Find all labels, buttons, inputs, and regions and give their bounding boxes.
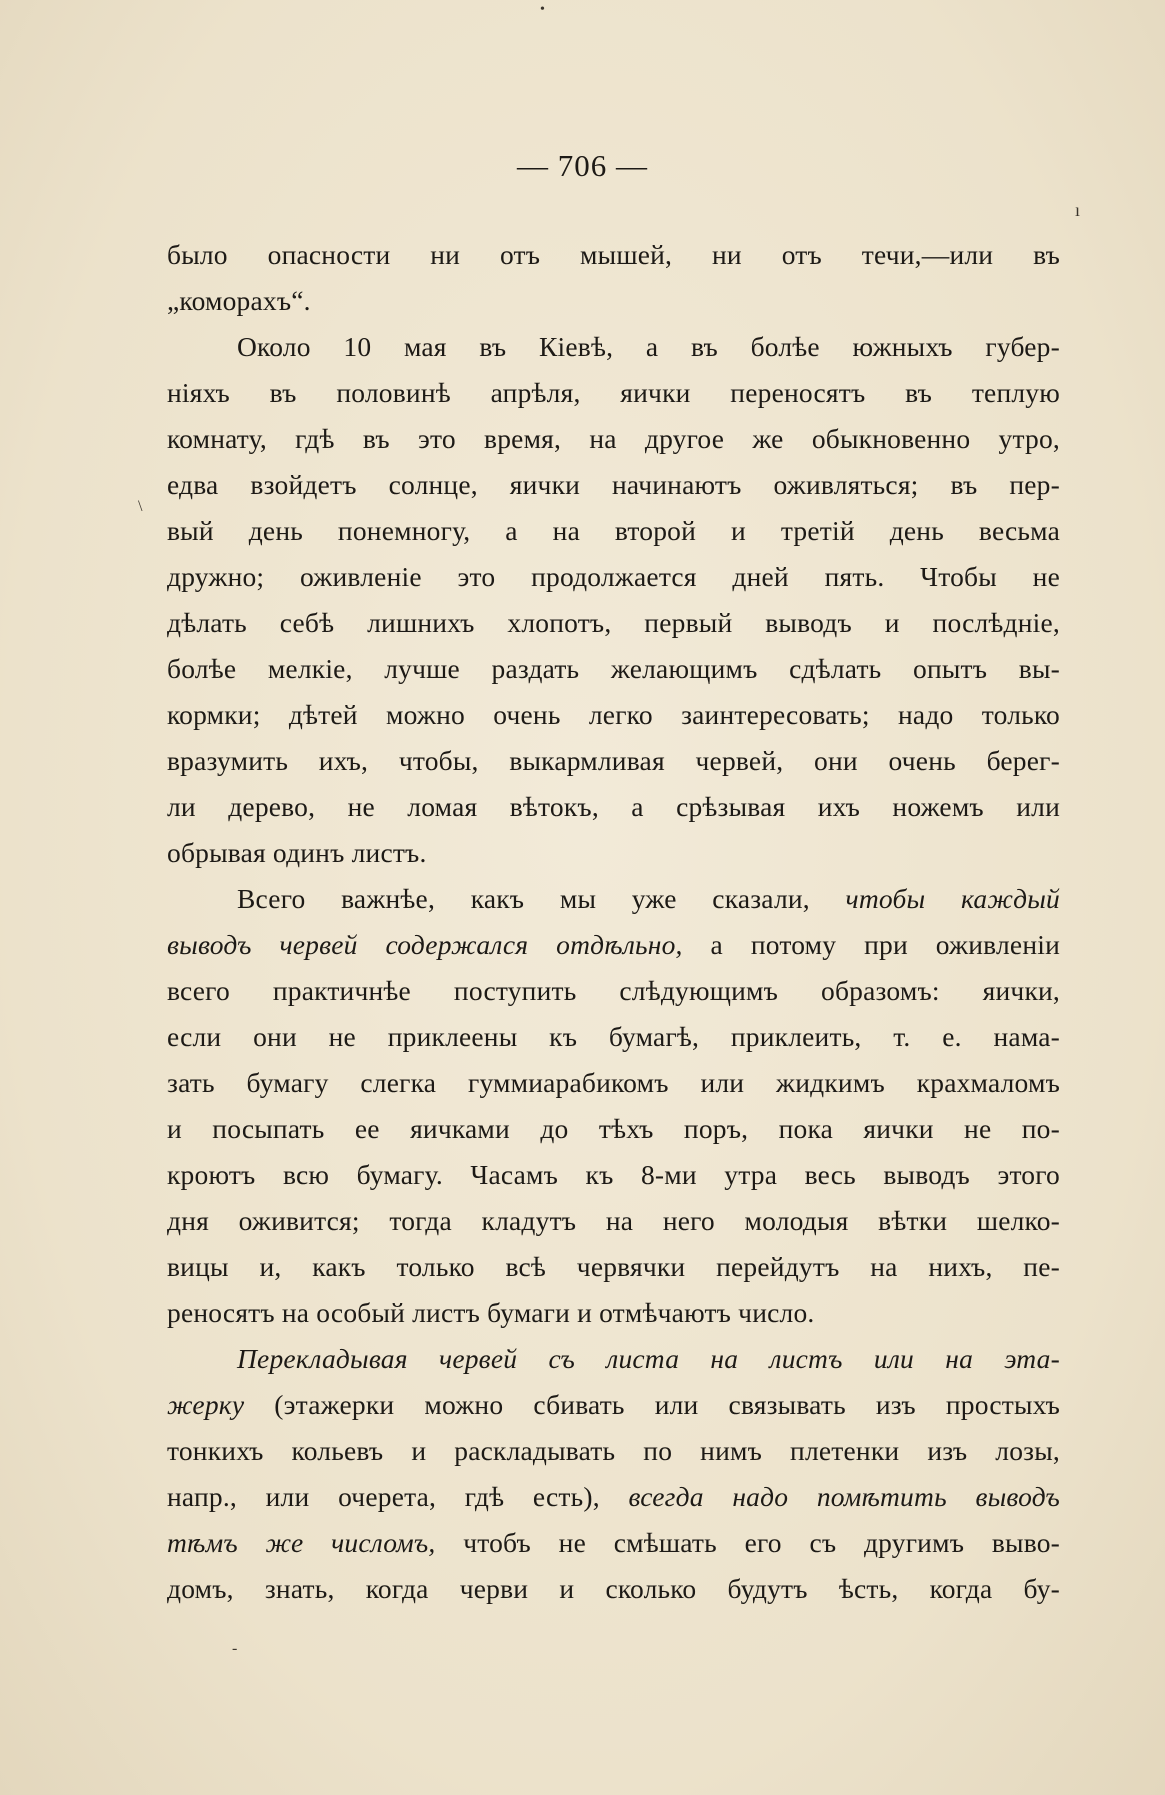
text-run: ніяхъ въ половинѣ апрѣля, яички переносятъ въ теплую — [167, 377, 1060, 408]
text-run: дѣлать себѣ лишнихъ хлопотъ, первый выводъ и послѣдніе, — [167, 607, 1060, 638]
text-line — [167, 324, 1060, 370]
text-line — [167, 554, 1060, 600]
page-number: — 706 — — [517, 148, 648, 183]
text-run: дружно; оживленіе это продолжается дней пять. Чтобы не — [167, 561, 1060, 592]
scan-speck: • — [540, 2, 545, 17]
text-run: реносятъ на особый листъ бумаги и отмѣчаютъ число. — [167, 1297, 815, 1328]
text-run: кормки; дѣтей можно очень легко заинтересовать; надо только — [167, 699, 1060, 730]
text-line — [167, 1382, 1060, 1428]
text-line — [167, 1106, 1060, 1152]
text-run: Всего важнѣе, какъ мы уже сказали, — [237, 883, 846, 914]
text-line — [167, 1474, 1060, 1520]
text-line — [167, 462, 1060, 508]
scan-mark: ı — [1075, 200, 1081, 220]
text-run: комнату, гдѣ въ это время, на другое же обыкновенно утро, — [167, 423, 1060, 454]
text-line — [167, 1244, 1060, 1290]
italic-text: Перекладывая червей съ листа на листъ или на эта- — [237, 1343, 1060, 1374]
italic-text: выводъ червей содержался отдѣльно, — [167, 929, 683, 960]
text-run: едва взойдетъ солнце, яички начинаютъ оживляться; въ пер- — [167, 469, 1060, 500]
text-line — [167, 232, 1060, 278]
text-line — [167, 692, 1060, 738]
text-run: Около 10 мая въ Кіевѣ, а въ болѣе южныхъ губер- — [237, 331, 1060, 362]
text-run: вый день понемногу, а на второй и третій день весьма — [167, 515, 1060, 546]
text-run: всего практичнѣе поступить слѣдующимъ образомъ: яички, — [167, 975, 1060, 1006]
text-line — [167, 646, 1060, 692]
text-run: чтобъ не смѣшать его съ другимъ выво- — [435, 1527, 1061, 1558]
scan-mark: ‑ — [232, 1640, 238, 1657]
text-run: кроютъ всю бумагу. Часамъ къ 8-ми утра весь выводъ этого — [167, 1159, 1060, 1190]
text-run: если они не приклеены къ бумагѣ, приклеить, т. е. нама- — [167, 1021, 1060, 1052]
text-run: „комораxъ“. — [167, 285, 311, 316]
italic-text: всегда надо помѣтить выводъ — [628, 1481, 1060, 1512]
text-line — [167, 416, 1060, 462]
text-line — [167, 1428, 1060, 1474]
text-run: было опасности ни отъ мышей, ни отъ течи,—или въ — [167, 239, 1060, 270]
text-line — [167, 876, 1060, 922]
text-line — [167, 968, 1060, 1014]
text-run: вразумить ихъ, чтобы, выкармливая червей, они очень берег- — [167, 745, 1060, 776]
text-line — [167, 370, 1060, 416]
text-run: а потому при оживленіи — [682, 929, 1060, 960]
italic-text: тѣмъ же числомъ, — [167, 1527, 436, 1558]
text-run: домъ, знать, когда черви и сколько будутъ ѣсть, когда бу- — [167, 1573, 1060, 1604]
text-run: дня оживится; тогда кладутъ на него молодыя вѣтки шелко- — [167, 1205, 1060, 1236]
text-run: напр., или очерета, гдѣ есть), — [167, 1481, 629, 1512]
text-line — [167, 1336, 1060, 1382]
text-line — [167, 830, 1060, 876]
text-line — [167, 1060, 1060, 1106]
text-line — [167, 1290, 1060, 1336]
text-run: ли дерево, не ломая вѣтокъ, а срѣзывая ихъ ножемъ или — [167, 791, 1060, 822]
text-line — [167, 1198, 1060, 1244]
text-run: обрывая одинъ листъ. — [167, 837, 427, 868]
italic-text: жерку — [167, 1389, 245, 1420]
text-line — [167, 278, 1060, 324]
text-line — [167, 738, 1060, 784]
text-line — [167, 600, 1060, 646]
text-line — [167, 1014, 1060, 1060]
text-run: болѣе мелкіе, лучше раздать желающимъ сдѣлать опытъ вы- — [167, 653, 1060, 684]
text-run: вицы и, какъ только всѣ червячки перейдутъ на нихъ, пе- — [167, 1251, 1060, 1282]
text-run: тонкихъ кольевъ и раскладывать по нимъ плетенки изъ лозы, — [167, 1435, 1060, 1466]
scan-mark: \ — [138, 498, 143, 515]
text-line — [167, 784, 1060, 830]
text-run: (этажерки можно сбивать или связывать изъ простыхъ — [244, 1389, 1060, 1420]
text-line — [167, 1566, 1060, 1612]
text-line — [167, 922, 1060, 968]
text-body — [167, 232, 1060, 1612]
text-line — [167, 1152, 1060, 1198]
text-line — [167, 508, 1060, 554]
italic-text: чтобы каждый — [845, 883, 1060, 914]
text-run: и посыпать ее яичками до тѣхъ поръ, пока яички не по- — [167, 1113, 1060, 1144]
text-line — [167, 1520, 1060, 1566]
text-run: зать бумагу слегка гуммиарабикомъ или жидкимъ крахмаломъ — [167, 1067, 1060, 1098]
